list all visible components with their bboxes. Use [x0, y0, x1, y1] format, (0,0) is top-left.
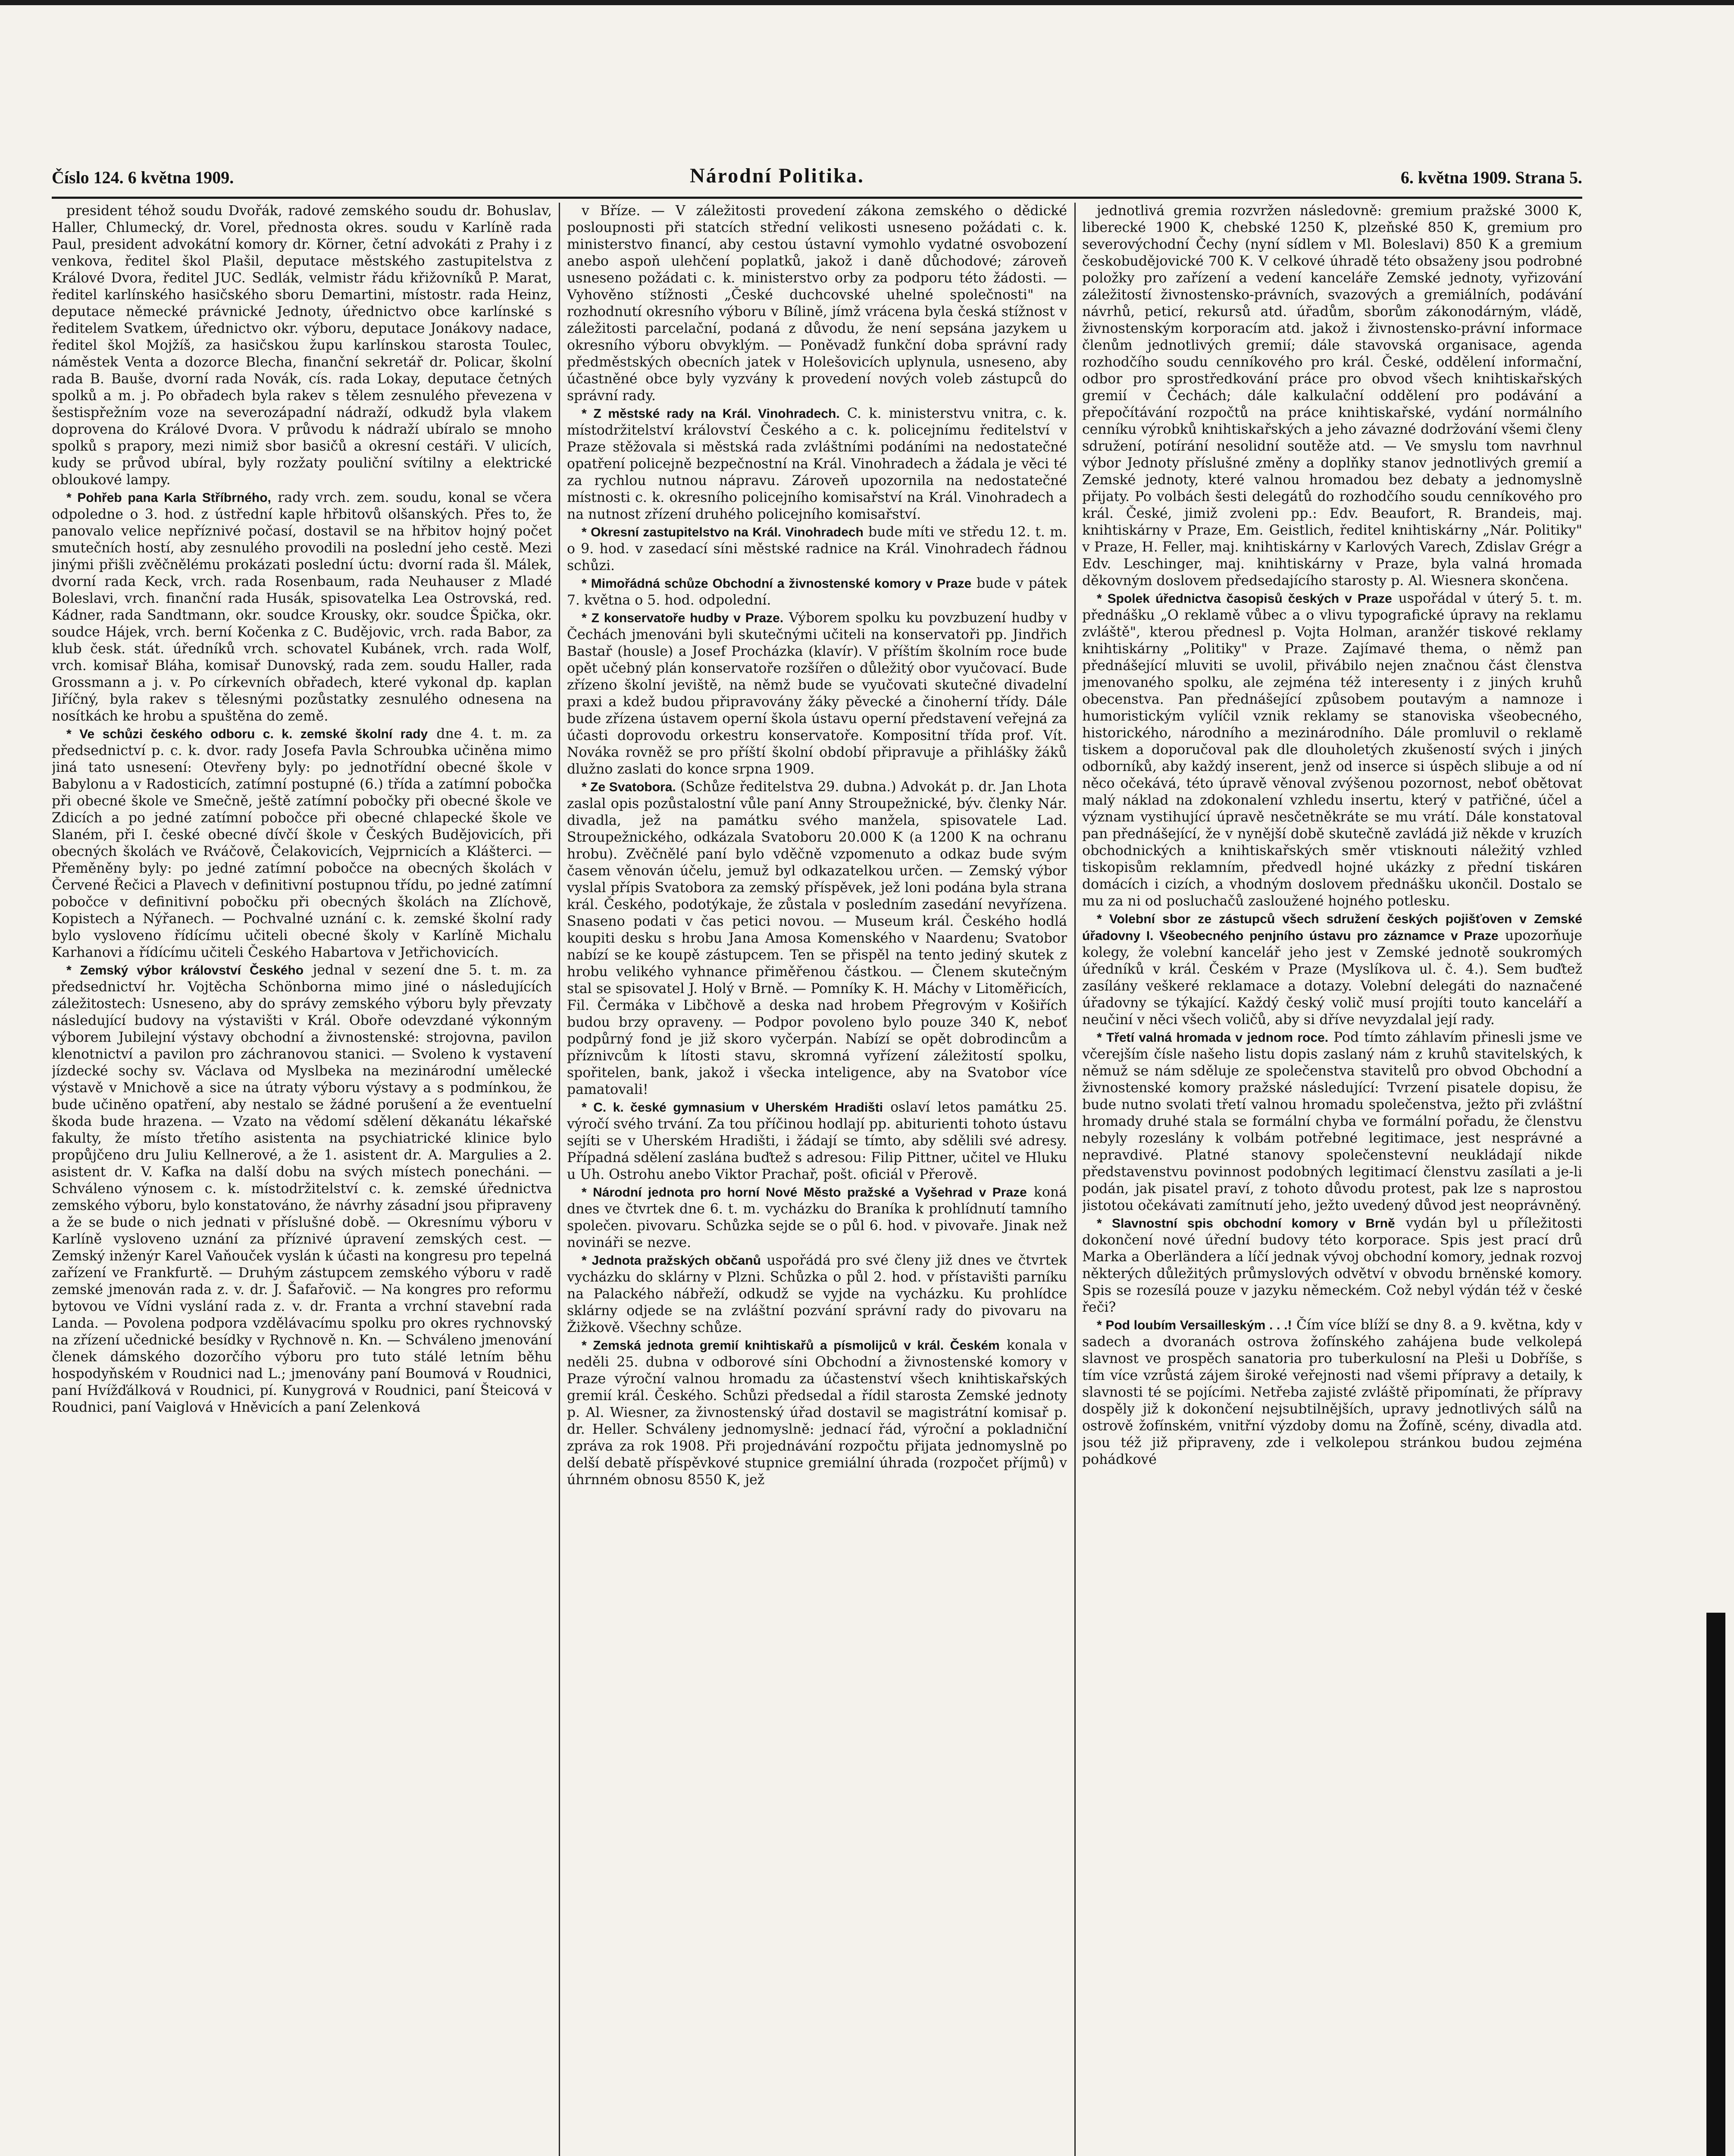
article: [567, 1337, 1067, 1489]
article: [52, 962, 552, 1416]
article: [567, 610, 1067, 778]
article-heading: * Národní jednota pro horní Nové Město pražské a Vyšehrad v Praze: [582, 1185, 1027, 1200]
article-text: uspořádá pro své členy již dnes ve čtvrtek vycházku do sklárny v Plzni. Schůzka o půl 2. hod. v přístavišti parníku na Palackého nábřeží, odkudž se vyjde na vycházku. Ku prohlídce sklárny odjede se na zvláštní pozvání správní rady do pivovaru na Žižkově. Všechny schůze.: [567, 1253, 1067, 1335]
column-2: [567, 203, 1067, 2156]
article-text: v Bříze. — V záležitosti provedení zákona zemského o dědické posloupnosti při statcích střední velikosti usneseno požádati c. k. ministerstvo financí, aby cestou ústavní vymohlo vydatné osvobození anebo aspoň ulehčení poplatků, jakož i daně důchodové; zároveň usneseno požádati c. k. ministerstvo orby za podporu této žádosti. — Vyhověno stížnosti „České duchcovské uhelné společnosti" na rozhodnutí okresního výboru v Bílině, jímž vrácena byla česká stížnost v záležitosti parcelační, podaná z důvodu, že není sepsána jazykem u okresního výboru obvyklým. — Poněvadž funkční doba správní rady předměstských obecních jatek v Holešovicích uplynula, usneseno, aby účastněné obce byly vyzvány k provedení nových voleb zástupců do správní rady.: [567, 203, 1067, 404]
article-text: Výborem spolku ku povzbuzení hudby v Čechách jmenováni byli skutečnými učiteli na konservatoři pp. Jindřich Bastař (housle) a Josef Procházka (klavír). V příštím školním roce bude opět učebný plán konservatoře rozšířen o důležitý obor vyučovací. Bude zřízeno školní jeviště, na němž bude se vyučovati skutečné divadelní praxi a kdež budou připravovány žáky pěvecké a činoherní třídy. Dále bude zřízena ústavem operní škola ústavu operní představení veřejná za účasti doprovodu orkestru konservatoře. Kompositní třída prof. Vít. Nováka rovněž se pro příští školní období připravuje a přihlášky žáků dlužno zaslati do konce srpna 1909.: [567, 610, 1067, 777]
article: [567, 779, 1067, 1098]
article-text: Čím více blíží se dny 8. a 9. května, kdy v sadech a dvoranách ostrova žofínského zahájena bude velkolepá slavnost ve prospěch sanatoria pro tuberkulosní na Pleši u Dobříše, s tím více vzrůstá zájem široké veřejnosti nad všemi přípravy a detaily, k slavnosti té se pojícími. Netřeba zajisté zvláště připomínati, že přípravy dospěly již k dokončení nejsubtilnějších, upravy jednotlivých sálů na ostrově žofínském, vnitřní výzdoby domu na Žofíně, scény, divadla atd. jsou též již připraveny, zde i velkolepou stránkou budou zejména pohádkové: [1082, 1317, 1582, 1467]
article-text: oslaví letos památku 25. výročí svého trvání. Za tou příčinou hodlají pp. abiturienti tohoto ústavu sejíti se v Uherském Hradišti, i žádají se tímto, aby sdělili své adresy. Případná sdělení zaslána buďtež s adresou: Filip Pittner, učitel ve Hluku u Uh. Ostrohu anebo Viktor Prachař, pošt. oficiál v Přerově.: [567, 1100, 1067, 1182]
article-text: koná dnes ve čtvrtek dne 6. t. m. vycházku do Braníka k prohlídnutí tamního společen. pivovaru. Schůzka sejde se o půl 6. hod. v pivovaře. Jinak než novináři se nezve.: [567, 1185, 1067, 1250]
article: [567, 405, 1067, 523]
article-heading: * Mimořádná schůze Obchodní a živnostenské komory v Praze: [582, 577, 972, 591]
article: [52, 726, 552, 961]
top-scan-edge: [0, 0, 1734, 5]
article: [567, 1252, 1067, 1336]
page-header: [52, 164, 1582, 194]
article: [1082, 911, 1582, 1028]
article-heading: * Ve schůzi českého odboru c. k. zemské školní rady: [66, 727, 428, 741]
article-text: (Schůze ředitelstva 29. dubna.) Advokát p. dr. Jan Lhota zaslal opis pozůstalostní vůle paní Anny Stroupežnické, býv. členky Nár. divadla, jež na památku svého manžela, spisovatele Lad. Stroupežnického, odkázala Svatoboru 20.000 K (a 1200 K na ochranu hrobu). Zvěčnělé paní bylo vděčně vzpomenuto a odkaz bude svým časem věnován účelu, jemuž byl odkazatelkou určen. — Zemský výbor vyslal přípis Svatobora za zemský příspěvek, jež loni podána byla strana král. Českého, podotýkaje, že zůstala v posledním zasedání nevyřízena. Snaseno podati v čas petici novou. — Museum král. Českého hodlá koupiti desku s hrobu Jana Amosa Komenského v Naardenu; Svatobor nabízí se ke koupě zástupcem. Ten se přispěl na tento jediný skutek z hrobu velikého vyhnance přiměřenou částkou. — Členem skutečným stal se spisovatel J. Holý v Brně. — Pomníky K. H. Máchy v Litoměřicích, Fil. Čermáka v Libčhově a deska nad hrobem Přegrovým v Košiřích budou brzy opraveny. — Podpor povoleno bylo pouze 340 K, neboť podpůrný fond je již skoro vyčerpán. Nabízí se opět dobrodincům a příznivcům k lítosti stavu, skromná vyřízení záležitostí spolku, spořitelen, bank, jakož i všecka inteligence, aby na Svatobor více pamatovali!: [567, 779, 1067, 1097]
article-text: jednal v sezení dne 5. t. m. za předsednictví hr. Vojtěcha Schönborna mimo jiné o následujících záležitostech: Usneseno, aby do správy zemského výboru byly převzaty následující budovy na výstavišti v Král. Oboře odevzdané výkonným výborem Jubilejní výstavy obchodní a živnostenské: strojovna, pavilon klenotnictví a pavilon pro záchranovou stanici. — Svoleno k vystavení jízdecké sochy sv. Václava od Myslbeka na mezinárodní umělecké výstavě v Mnichově a sice na útraty výboru výstavy a s podmínkou, že bude učiněno opatření, aby nestalo se žádné porušení a že eventuelní škoda bude hrazena. — Vzato na vědomí sdělení děkanátu lékařské fakulty, že místo třetího asistenta na psychiatrické klinice bylo propůjčeno dru Juliu Kellnerové, a že 1. asistent dr. A. Margulies a 2. asistent dr. V. Kafka na další dobu na svých místech ponecháni. — Schváleno výnosem c. k. místodržitelství c. k. zemské úřednictva zemského výboru, bylo konstatováno, že návrhy zásadní jsou připraveny a že se bude o nich jednati v příslušné době. — Okresnímu výboru v Karlíně vysloveno uznání za příznivé úpravení zemských cest. — Zemský inženýr Karel Vaňouček vyslán k účasti na kongresu pro tepelná zařízení ve Frankfurtě. — Druhým zástupcem zemského výboru v radě zemské jmenován rada z. v. dr. J. Šafařovič. — Na kongres pro reformu bytovou ve Vídni vyslání rada z. v. dr. Franta a vrchní stavební rada Landa. — Povolena podpora vzdělávacímu spolku pro okres rychnovský na zřízení učednické besídky v Rychnově n. Kn. — Schváleno jmenování členek dámského dozorčího výboru pro tuto stálé letním běhu hospodyňském v Roudnici nad L.; jmenovány paní Boumová v Roudnici, paní Hvížďálková v Roudnici, pí. Kunygrová v Roudnici, paní Šteicová v Roudnici, paní Vaiglová v Hněvicích a paní Zelenková: [52, 962, 552, 1415]
article-text: bude míti ve středu 12. t. m. o 9. hod. v zasedací síni městské radnice na Král. Vinohradech řádnou schůzi.: [567, 524, 1067, 573]
article: [52, 203, 552, 489]
article-text: C. k. ministerstvu vnitra, c. k. místodržitelství království Českého a c. k. policejnímu ředitelství v Praze stěžovala si městská rada zvláštními podáními na nedostatečné opatření policejně bezpečnostní na Král. Vinohradech a žádala je věci té za rychlou nutnou nápravu. Zároveň upozornila na nedostatečné místnosti c. k. okresního policejního komisařství na Král. Vinohradech a na nutnost zřízení druhého policejního komisařství.: [567, 406, 1067, 522]
article-heading: * Zemská jednota gremií knihtiskařů a písmolijců v král. Českém: [582, 1338, 1000, 1353]
article-heading: * Slavnostní spis obchodní komory v Brně: [1097, 1216, 1395, 1231]
article-heading: * Pohřeb pana Karla Stříbrného,: [66, 491, 271, 505]
article-heading: * Zemský výbor království Českého: [66, 963, 304, 978]
issue-number: Číslo 124. 6 května 1909.: [52, 168, 234, 187]
article-heading: * Třetí valná hromada v jednom roce.: [1097, 1031, 1329, 1045]
date-and-page: 6. května 1909. Strana 5.: [1400, 168, 1582, 187]
article: [567, 524, 1067, 574]
article-heading: * Volební sbor ze zástupců všech sdružení českých pojišťoven v Zemské úřadovny I. Všeobecného penjního ústavu pro záznamce v Praze: [1082, 912, 1582, 943]
article-text: dne 4. t. m. za předsednictví p. c. k. dvor. rady Josefa Pavla Schroubka učiněna mimo jiná tato usnesení: Otevřeny byly: po jednotřídní obecné škole v Babylonu a v Radosticích, zatímní postupné (6.) třída a zatímní pobočka při obecné škole ve Smečně, ještě zatímní pobočky při obecné škole ve Zdicích a po jedné zatímní pobočce při obecné chlapecké škole ve Slaném, při I. české obecné dívčí škole v Českých Budějovicích, při obecných školách ve Rváčově, Čelakovicích, Vejprnicích a Klášterci. — Přeměněny byly: po jedné zatímní pobočce na obecných školách v Červené Řečici a Plavech v definitivní postupnou třídu, po jedné zatímní pobočce v definitivní pobočku při obecných školách na Zlíchově, Kopistech a Nýřanech. — Pochvalné uznání c. k. zemské školní rady bylo vysloveno řídícímu učiteli obecné školy v Karlíně Michalu Karhanovi a řídícímu učiteli Českého Habartova v Jetřichovicích.: [52, 726, 552, 960]
article-heading: * Pod loubím Versailleským . . .!: [1097, 1318, 1292, 1332]
article-text: Pod tímto záhlavím přinesli jsme ve včerejším čísle našeho listu dopis zaslaný nám z kruhů stavitelských, k němuž se nám sděluje ze společenstva stavitelů pro obvod Obchodní a živnostenské komory pražské následující: Tvrzení pisatele dopisu, že bude nutno svolati třetí valnou hromadu společenstva, ježto při zvláštní hromady druhé stala se formální chyba ve formální pořadu, že členstvu nebyly rozeslány k volbám potřebné legitimace, jest nesprávné a nepravdivé. Platné stanovy společenstevní neukládají nikde představenstvu povinnost podobných legitimací členstvu zasílati a je-li podán, jak pisatel praví, z tohoto důvodu protest, pak lze s naprostou jistotou očekávati zamítnutí jeho, ježto uvedený důvod jest neoprávněný.: [1082, 1030, 1582, 1213]
article: [1082, 1029, 1582, 1214]
article: [1082, 1317, 1582, 1468]
article: [1082, 1215, 1582, 1316]
column-divider: [559, 203, 560, 2156]
article: [1082, 590, 1582, 910]
column-3: [1082, 203, 1582, 2156]
article-text: uspořádal v úterý 5. t. m. přednášku „O reklamě vůbec a o vlivu typografické úpravy na reklamu zvláště", kterou přednesl p. Vojta Holman, aranžér tiskové reklamy knihtiskárny „Politiky" v Praze. Zajímavé thema, o němž pan přednášející mluviti se uvolil, přivábilo nejen značnou část členstva jmenovaného spolku, ale zejména též interesenty i z jiných kruhů obecenstva. Pan přednášející způsobem poutavým a namnoze i humoristickým vylíčil vznik reklamy se stanoviska všeobecného, historického, národního a mezinárodního. Dále promluvil o reklamě tiskem a doporučoval pak dle dlouholetých zkušeností svých i jiných odborníků, aby každý inserent, jenž od inserce si úspěch slibuje a od ní něco očekává, této úpravě věnoval zvýšenou pozornost, neboť obětovat malý náklad na zdokonalení vzhledu insertu, který v patřičné, účel a význam vystihující úpravě nesčetněkráte se mu vrátí. Dále konstatoval pan přednášející, že v nynější době skutečně zavládá již někde v kruzích obchodnických a knihtiskařských směr vtisknouti náležitý vzhled tiskopisům reklamním, předvedl hojné ukázky z přední tiskáren domácích i cizích, a vhodným doslovem přednášku ukončil. Dostalo se mu za ni od posluchačů zasloužené hojného potlesku.: [1082, 591, 1582, 909]
header-rule: [52, 197, 1582, 199]
article: [52, 489, 552, 725]
article: [567, 1099, 1067, 1183]
article-text: konala v neděli 25. dubna v odborové síni Obchodní a živnostenské komory v Praze výroční valnou hromadu za účastenství všech knihtiskařských gremií král. Českého. Schůzi předsedal a řídil starosta Zemské jednoty p. Al. Wiesner, za živnostenský úřad dostavil se magistrátní komisař p. dr. Heller. Schváleny jednomyslně: jednací řád, výroční a pokladniční zpráva za rok 1908. Při projednávání rozpočtu přijata jednomyslně po delší debatě příspěvkové stupnice gremiální úhrada (rozpočet příjmů) v úhrnném obnosu 8550 K, jež: [567, 1338, 1067, 1488]
article-text: president téhož soudu Dvořák, radové zemského soudu dr. Bohuslav, Haller, Chlumecký, dr. Vorel, přednosta okres. soudu v Karlíně rada Paul, president advokátní komory dr. Körner, četní advokáti z Prahy i z venkova, ředitel škol Plašil, deputace městského zastupitelstva z Králové Dvora, ředitel JUC. Sedlák, velmistr řádu křižovníků P. Marat, ředitel karlínského hasičského sboru Demartini, místostr. rada Heinz, deputace německé právnické Jednoty, úřednictvo obce karlínské s ředitelem Svatkem, úřednictvo okr. výboru, deputace Jonákovy nadace, ředitel škol Mojžíš, za hasičskou župu karlínskou starosta Toulec, náměstek Venta a dozorce Blecha, finanční sekretář dr. Policar, školní rada B. Bauše, dvorní rada Novák, cís. rada Lokay, deputace četných spolků a m. j. Po obřadech byla rakev s tělem zesnulého převezena v šestispřežním voze na severozápadní nádraží, odkudž byla vlakem doprovena do Králové Dvora. V průvodu k nádraží ubíralo se mnoho spolků s prapory, mezi nimiž sbor basičů a okresní cestáři. V ulicích, kudy se průvod ubíral, byly rozžaty pouliční svítilny a elektrické obloukové lampy.: [52, 203, 552, 488]
article-text: upozorňuje kolegy, že volební kancelář jeho jest v Zemské jednotě soukromých úředníků v král. Českém v Praze (Myslíkova ul. č. 4.). Sem buďtež zasílány veškeré reklamace a dotazy. Volební delegáti do naznačené úřadovny se týkající. Každý český volič musí projíti touto kanceláří a neučiní v něci všech voličů, aby si dříve nevyzdalal její rady.: [1082, 928, 1582, 1028]
newspaper-title: Národní Politika.: [690, 164, 864, 187]
article-heading: * Z městské rady na Král. Vinohradech.: [582, 407, 840, 421]
article-heading: * Z konservatoře hudby v Praze.: [582, 611, 784, 625]
article-text: jednotlivá gremia rozvržen následovně: gremium pražské 3000 K, liberecké 1900 K, chebské 1250 K, plzeňské 850 K, gremium pro severovýchodní Čechy (nyní sídlem v Ml. Boleslavi) 850 K a gremium českobudějovické 700 K. V celkové úhradě této obsaženy jsou podrobné položky pro zařízení a vedení kanceláře Zemské jednoty, vyřizování záležitostí živnostensko-právních, svazových a gremiálních, podávání návrhů, peticí, rekursů atd. úřadům, sborům zákonodárným, vládě, živnostenským korporacím atd. jakož i živnostensko-právní informace členům jednotlivých gremií; dále stavovská organisace, agenda rozhodčího soudu cenníkového pro král. České, oddělení informační, odbor pro sprostředkování práce pro obvod všech knihtiskařských gremií v Čechách; dále kalkulační oddělení pro podávání a přepočítávání rozpočtů na práce knihtiskařské, vydání normálního cenníku výrobků knihtiskařských a jeho závazné dodržování všemi členy sdružení, potírání nesolidní soutěže atd. — Ve smyslu tom navrhnul výbor Jednoty příslušné změny a doplňky stanov jednotlivých gremií a Zemské jednoty, které valnou hromadou bez debaty a jednomyslně přijaty. Po volbách šesti delegátů do rozhodčího soudu cenníkového pro král. České, jimiž zvoleni pp.: Edv. Beaufort, R. Brandeis, maj. knihtiskárny v Praze, Em. Geistlich, ředitel knihtiskárny „Nár. Politiky" v Praze, H. Feller, maj. knihtiskárny v Karlových Varech, Zdislav Grégr a Edv. Leschinger, maj. knihtiskárny v Praze, byla valná hromada děkovným doslovem předsedajícího starosty p. Al. Wiesnera skončena.: [1082, 203, 1582, 589]
article-heading: * Spolek úřednictva časopisů českých v Praze: [1097, 592, 1392, 606]
article-text: vydán byl u příležitosti dokončení nové úřední budovy této korporace. Spis jest prací drů Marka a Oberländera a líčí jednak vývoj obchodní komory, jednak rozvoj některých důležitých průmyslových odvětví v obvodu brněnské komory. Spis se rozesílá pouze v jazyku německém. Což nebyl výdán též v české řeči?: [1082, 1216, 1582, 1315]
newspaper-page: [52, 164, 1582, 2156]
article: [567, 203, 1067, 404]
article-heading: * Ze Svatobora.: [582, 780, 676, 794]
article-text: bude v pátek 7. května o 5. hod. odpolední.: [567, 576, 1067, 608]
column-1: [52, 203, 552, 2156]
scan-edge-marker: [1706, 1613, 1725, 2156]
article-heading: * Okresní zastupitelstvo na Král. Vinohradech: [582, 525, 864, 539]
column-divider: [1074, 203, 1076, 2156]
article: [1082, 203, 1582, 589]
article-heading: * C. k. české gymnasium v Uherském Hradišti: [582, 1100, 883, 1115]
article-text: rady vrch. zem. soudu, konal se včera odpoledne o 3. hod. z ústřední kaple hřbitovů olšanských. Přes to, že panovalo velice nepříznivé počasí, dostavil se na hřbitov hojný počet smutečních hostí, aby zesnulého provodili na poslední jeho cestě. Mezi jinými přišli zvěčnělému prokázati poslední úctu: dvorní rada šl. Málek, dvorní rada Keck, vrch. rada Rosenbaum, rada Neuhauser z Mladé Boleslavi, vrch. finanční rada Husák, spisovatelka Lea Ostrovská, red. Kádner, rada Sandtmann, okr. soudce Krousky, okr. soudce Špička, okr. soudce Hájek, vrch. berní Kočenka z C. Budějovic, vrch. rada Babor, za klub česk. stát. úředníků vrch. schovatel Kubánek, vrch. rada Wolf, vrch. komisař Bláha, komisař Dunovský, rada zem. soudu Haller, rada Grossmann a j. v. Po církevních obřadech, které vykonal dp. kaplan Jiříčný, byla rakev s tělesnými pozůstatky zesnulého odnesena na nosítkách ke hrobu a spuštěna do země.: [52, 490, 552, 724]
article-heading: * Jednota pražských občanů: [582, 1253, 761, 1268]
article: [567, 575, 1067, 609]
article: [567, 1184, 1067, 1251]
